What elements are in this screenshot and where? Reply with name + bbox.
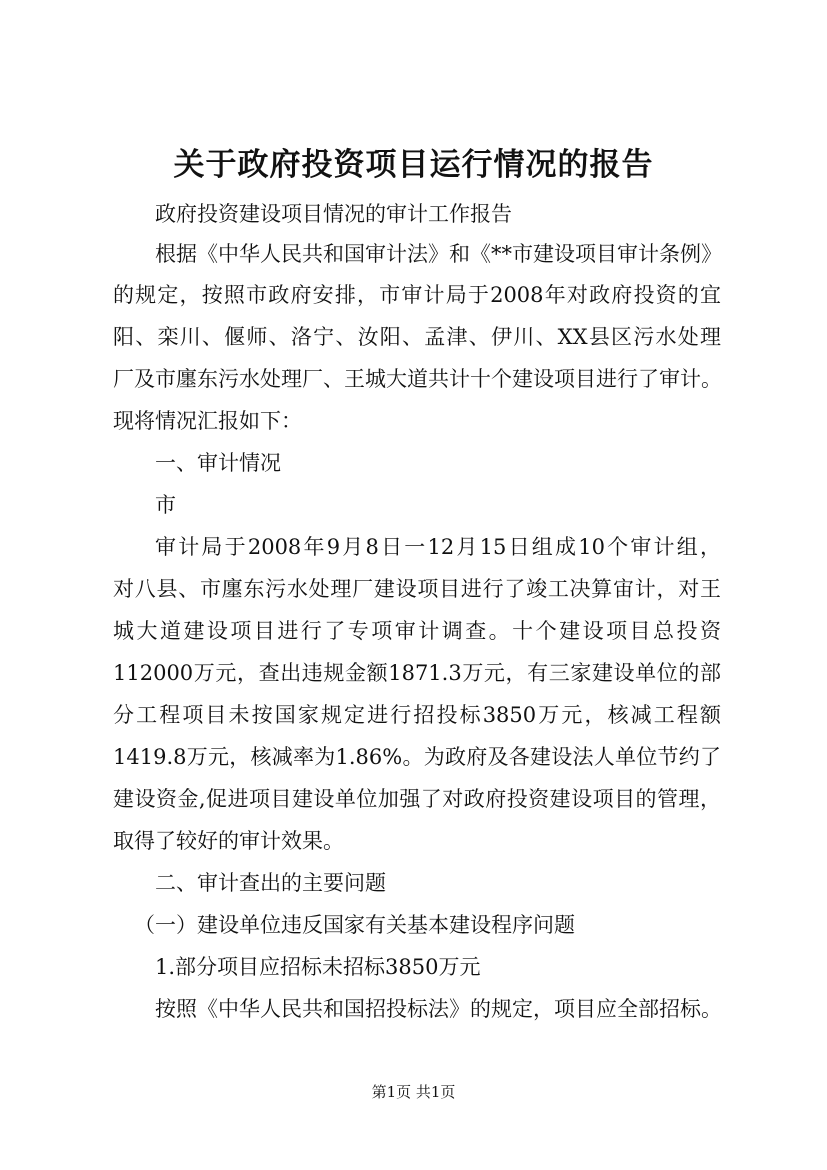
paragraph-line: 根据《中华人民共和国审计法》和《**市建设项目审计条例》 — [155, 242, 722, 266]
paragraph-line: 阳、栾川、偃师、洛宁、汝阳、孟津、伊川、XX县区污水处理 — [113, 325, 721, 349]
section-heading: 二、审计查出的主要问题 — [155, 871, 386, 895]
paragraph-line: 取得了较好的审计效果。 — [113, 829, 344, 853]
paragraph-line: 的规定，按照市政府安排，市审计局于2008年对政府投资的宜 — [113, 283, 721, 307]
section-heading: 一、审计情况 — [155, 451, 281, 475]
paragraph-line: 112000万元，查出违规金额1871.3万元，有三家建设单位的部 — [113, 661, 721, 685]
page-footer: 第1页 共1页 — [371, 1083, 456, 1101]
paragraph-line: 分工程项目未按国家规定进行招投标3850万元，核减工程额 — [113, 703, 721, 727]
paragraph-line: 厂及市廛东污水处理厂、王城大道共计十个建设项目进行了审计。 — [113, 367, 722, 391]
paragraph-line: 1419.8万元，核减率为1.86%。为政府及各建设法人单位节约了 — [113, 745, 721, 769]
subtitle-line: 政府投资建设项目情况的审计工作报告 — [155, 202, 512, 226]
paragraph-line: 市 — [155, 493, 176, 517]
paragraph-line: 城大道建设项目进行了专项审计调查。十个建设项目总投资 — [113, 619, 721, 643]
subsection-heading: （一）建设单位违反国家有关基本建设程序问题 — [134, 913, 575, 937]
paragraph-line: 现将情况汇报如下： — [113, 409, 302, 433]
item-heading: 1.部分项目应招标未招标3850万元 — [155, 955, 481, 979]
paragraph-line: 对八县、市廛东污水处理厂建设项目进行了竣工决算宙计，对王 — [113, 577, 721, 601]
paragraph-line: 按照《中华人民共和国招投标法》的规定，项目应全部招标。 — [155, 997, 722, 1021]
document-title: 关于政府投资项目运行情况的报告 — [173, 147, 654, 183]
paragraph-line: 审计局于2008年9月8日一12月15日组成10个审计组， — [155, 535, 721, 559]
paragraph-line: 建设资金,促进项目建设单位加强了对政府投资建设项目的管理， — [113, 787, 721, 811]
